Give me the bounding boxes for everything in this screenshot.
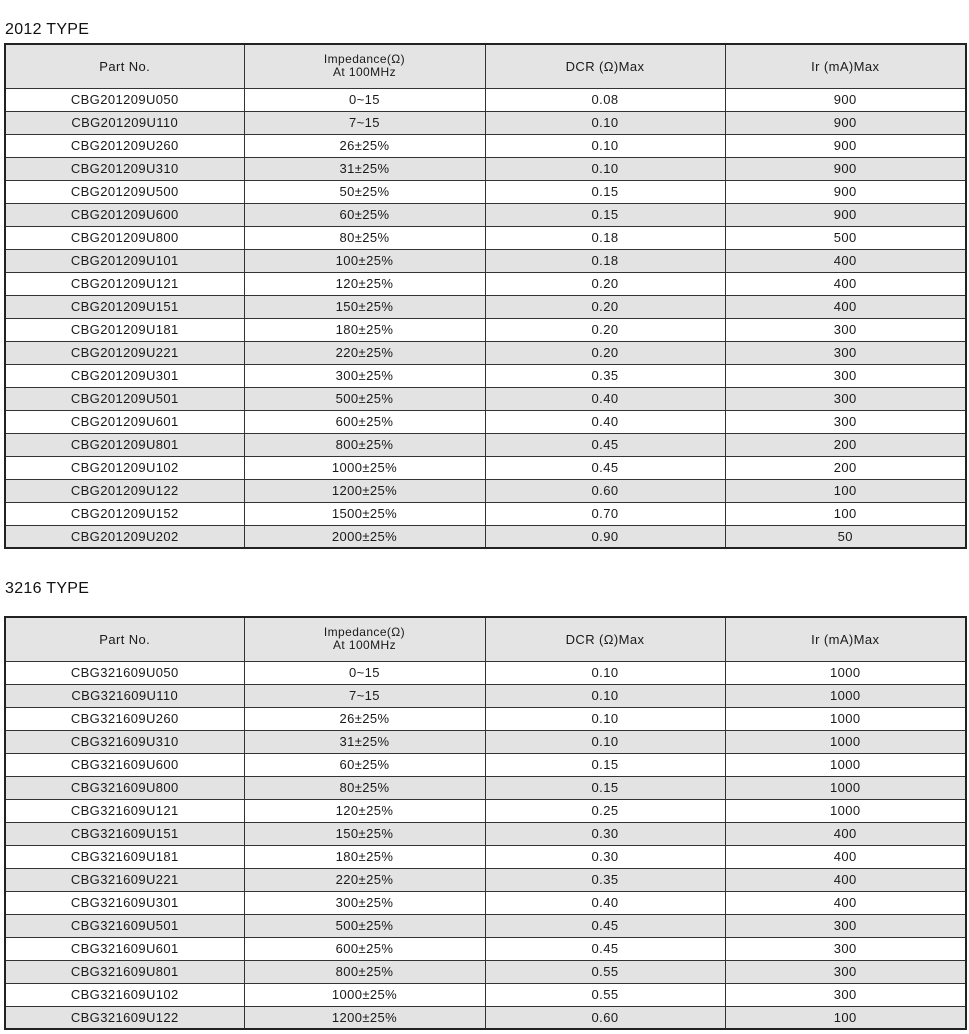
cell-impedance: 120±25% — [244, 272, 485, 295]
cell-part-no: CBG201209U500 — [5, 180, 244, 203]
cell-ir: 200 — [725, 433, 966, 456]
table-row — [5, 180, 966, 203]
cell-dcr: 0.60 — [485, 1006, 725, 1029]
cell-part-no: CBG201209U102 — [5, 456, 244, 479]
cell-part-no: CBG201209U600 — [5, 203, 244, 226]
cell-ir: 300 — [725, 914, 966, 937]
cell-dcr: 0.60 — [485, 479, 725, 502]
cell-ir: 300 — [725, 341, 966, 364]
cell-ir: 300 — [725, 318, 966, 341]
cell-part-no: CBG201209U181 — [5, 318, 244, 341]
cell-impedance: 7~15 — [244, 684, 485, 707]
cell-impedance: 2000±25% — [244, 525, 485, 548]
cell-dcr: 0.20 — [485, 272, 725, 295]
cell-ir: 300 — [725, 364, 966, 387]
table-row — [5, 272, 966, 295]
table-row — [5, 707, 966, 730]
cell-impedance: 50±25% — [244, 180, 485, 203]
cell-impedance: 180±25% — [244, 318, 485, 341]
table-row — [5, 134, 966, 157]
table-row — [5, 684, 966, 707]
cell-dcr: 0.20 — [485, 341, 725, 364]
cell-impedance: 120±25% — [244, 799, 485, 822]
column-header-part-no: Part No. — [5, 44, 244, 88]
cell-impedance: 0~15 — [244, 661, 485, 684]
cell-ir: 400 — [725, 891, 966, 914]
cell-part-no: CBG201209U101 — [5, 249, 244, 272]
cell-dcr: 0.55 — [485, 983, 725, 1006]
cell-dcr: 0.10 — [485, 134, 725, 157]
cell-impedance: 100±25% — [244, 249, 485, 272]
column-header-part-no: Part No. — [5, 617, 244, 661]
cell-ir: 50 — [725, 525, 966, 548]
section-title-2012: 2012 TYPE — [5, 21, 90, 38]
cell-part-no: CBG201209U122 — [5, 479, 244, 502]
table-header-row — [5, 44, 966, 88]
table-row — [5, 249, 966, 272]
cell-impedance: 60±25% — [244, 753, 485, 776]
cell-part-no: CBG321609U110 — [5, 684, 244, 707]
cell-impedance: 31±25% — [244, 730, 485, 753]
cell-part-no: CBG201209U260 — [5, 134, 244, 157]
cell-dcr: 0.20 — [485, 295, 725, 318]
cell-part-no: CBG201209U221 — [5, 341, 244, 364]
cell-part-no: CBG201209U601 — [5, 410, 244, 433]
cell-impedance: 60±25% — [244, 203, 485, 226]
cell-ir: 500 — [725, 226, 966, 249]
cell-part-no: CBG321609U181 — [5, 845, 244, 868]
cell-part-no: CBG321609U601 — [5, 937, 244, 960]
cell-ir: 900 — [725, 180, 966, 203]
cell-part-no: CBG201209U801 — [5, 433, 244, 456]
cell-part-no: CBG201209U110 — [5, 111, 244, 134]
cell-dcr: 0.35 — [485, 868, 725, 891]
cell-ir: 900 — [725, 88, 966, 111]
cell-dcr: 0.10 — [485, 684, 725, 707]
cell-ir: 100 — [725, 1006, 966, 1029]
cell-ir: 300 — [725, 960, 966, 983]
cell-ir: 100 — [725, 502, 966, 525]
table-row — [5, 776, 966, 799]
cell-dcr: 0.70 — [485, 502, 725, 525]
cell-impedance: 500±25% — [244, 914, 485, 937]
table-row — [5, 891, 966, 914]
cell-ir: 200 — [725, 456, 966, 479]
cell-ir: 400 — [725, 845, 966, 868]
column-header-dcr: DCR (Ω)Max — [485, 44, 725, 88]
cell-part-no: CBG321609U501 — [5, 914, 244, 937]
table-row — [5, 502, 966, 525]
cell-dcr: 0.10 — [485, 707, 725, 730]
cell-part-no: CBG201209U202 — [5, 525, 244, 548]
cell-dcr: 0.45 — [485, 937, 725, 960]
table-row — [5, 203, 966, 226]
cell-impedance: 1000±25% — [244, 983, 485, 1006]
cell-impedance: 1500±25% — [244, 502, 485, 525]
cell-part-no: CBG321609U151 — [5, 822, 244, 845]
cell-dcr: 0.90 — [485, 525, 725, 548]
cell-ir: 400 — [725, 868, 966, 891]
table-row — [5, 364, 966, 387]
cell-dcr: 0.08 — [485, 88, 725, 111]
table-row — [5, 88, 966, 111]
column-header-impedance-line2: At 100MHz — [333, 65, 396, 80]
cell-ir: 1000 — [725, 799, 966, 822]
cell-impedance: 0~15 — [244, 88, 485, 111]
cell-impedance: 1000±25% — [244, 456, 485, 479]
cell-part-no: CBG321609U801 — [5, 960, 244, 983]
cell-part-no: CBG201209U151 — [5, 295, 244, 318]
cell-part-no: CBG321609U260 — [5, 707, 244, 730]
column-header-impedance-line2: At 100MHz — [333, 638, 396, 653]
cell-dcr: 0.18 — [485, 226, 725, 249]
cell-dcr: 0.10 — [485, 157, 725, 180]
cell-impedance: 26±25% — [244, 707, 485, 730]
table-row — [5, 960, 966, 983]
cell-ir: 400 — [725, 272, 966, 295]
cell-part-no: CBG201209U152 — [5, 502, 244, 525]
cell-impedance: 180±25% — [244, 845, 485, 868]
cell-ir: 400 — [725, 295, 966, 318]
cell-part-no: CBG321609U310 — [5, 730, 244, 753]
cell-impedance: 1200±25% — [244, 479, 485, 502]
column-header-impedance-line1: Impedance(Ω) — [323, 625, 406, 640]
cell-ir: 900 — [725, 111, 966, 134]
cell-part-no: CBG201209U301 — [5, 364, 244, 387]
column-header-impedance — [244, 617, 485, 661]
column-header-ir: Ir (mA)Max — [725, 617, 966, 661]
cell-dcr: 0.30 — [485, 845, 725, 868]
table-row — [5, 456, 966, 479]
cell-impedance: 800±25% — [244, 433, 485, 456]
cell-dcr: 0.40 — [485, 891, 725, 914]
cell-impedance: 600±25% — [244, 410, 485, 433]
cell-ir: 1000 — [725, 684, 966, 707]
cell-ir: 900 — [725, 203, 966, 226]
table-body-2012 — [5, 88, 966, 548]
column-header-dcr: DCR (Ω)Max — [485, 617, 725, 661]
cell-dcr: 0.30 — [485, 822, 725, 845]
table-row — [5, 479, 966, 502]
cell-dcr: 0.35 — [485, 364, 725, 387]
cell-part-no: CBG321609U301 — [5, 891, 244, 914]
cell-impedance: 150±25% — [244, 295, 485, 318]
table-row — [5, 1006, 966, 1029]
cell-dcr: 0.10 — [485, 661, 725, 684]
cell-dcr: 0.40 — [485, 387, 725, 410]
cell-ir: 900 — [725, 157, 966, 180]
cell-dcr: 0.15 — [485, 776, 725, 799]
table-row — [5, 845, 966, 868]
table-row — [5, 914, 966, 937]
cell-dcr: 0.15 — [485, 203, 725, 226]
cell-impedance: 500±25% — [244, 387, 485, 410]
table-row — [5, 753, 966, 776]
cell-impedance: 1200±25% — [244, 1006, 485, 1029]
table-row — [5, 661, 966, 684]
cell-impedance: 31±25% — [244, 157, 485, 180]
cell-ir: 100 — [725, 479, 966, 502]
cell-impedance: 7~15 — [244, 111, 485, 134]
table-row — [5, 868, 966, 891]
cell-ir: 1000 — [725, 661, 966, 684]
cell-ir: 1000 — [725, 707, 966, 730]
cell-dcr: 0.45 — [485, 456, 725, 479]
table-row — [5, 341, 966, 364]
cell-part-no: CBG201209U121 — [5, 272, 244, 295]
table-row — [5, 822, 966, 845]
cell-ir: 300 — [725, 937, 966, 960]
table-header-row — [5, 617, 966, 661]
cell-ir: 1000 — [725, 753, 966, 776]
spec-table-3216 — [4, 616, 967, 1030]
cell-part-no: CBG321609U102 — [5, 983, 244, 1006]
cell-part-no: CBG321609U221 — [5, 868, 244, 891]
column-header-impedance-line1: Impedance(Ω) — [323, 52, 406, 67]
cell-dcr: 0.20 — [485, 318, 725, 341]
cell-part-no: CBG321609U121 — [5, 799, 244, 822]
table-row — [5, 318, 966, 341]
cell-dcr: 0.10 — [485, 111, 725, 134]
cell-dcr: 0.45 — [485, 914, 725, 937]
cell-dcr: 0.25 — [485, 799, 725, 822]
cell-ir: 1000 — [725, 776, 966, 799]
cell-ir: 900 — [725, 134, 966, 157]
cell-impedance: 300±25% — [244, 364, 485, 387]
table-row — [5, 410, 966, 433]
cell-part-no: CBG321609U050 — [5, 661, 244, 684]
cell-impedance: 80±25% — [244, 776, 485, 799]
cell-impedance: 80±25% — [244, 226, 485, 249]
cell-part-no: CBG201209U501 — [5, 387, 244, 410]
cell-impedance: 600±25% — [244, 937, 485, 960]
cell-ir: 300 — [725, 410, 966, 433]
spec-table-2012 — [4, 43, 967, 549]
cell-part-no: CBG321609U600 — [5, 753, 244, 776]
table-row — [5, 226, 966, 249]
cell-dcr: 0.18 — [485, 249, 725, 272]
table-row — [5, 937, 966, 960]
cell-part-no: CBG321609U122 — [5, 1006, 244, 1029]
section-title-3216: 3216 TYPE — [5, 580, 90, 597]
cell-dcr: 0.15 — [485, 180, 725, 203]
table-row — [5, 433, 966, 456]
cell-impedance: 220±25% — [244, 341, 485, 364]
table-row — [5, 111, 966, 134]
column-header-ir: Ir (mA)Max — [725, 44, 966, 88]
table-row — [5, 157, 966, 180]
column-header-impedance — [244, 44, 485, 88]
table-row — [5, 525, 966, 548]
table-row — [5, 730, 966, 753]
cell-ir: 1000 — [725, 730, 966, 753]
cell-dcr: 0.40 — [485, 410, 725, 433]
cell-ir: 400 — [725, 249, 966, 272]
cell-dcr: 0.15 — [485, 753, 725, 776]
table-row — [5, 387, 966, 410]
cell-impedance: 150±25% — [244, 822, 485, 845]
table-row — [5, 295, 966, 318]
cell-dcr: 0.45 — [485, 433, 725, 456]
table-body-3216 — [5, 661, 966, 1029]
cell-part-no: CBG201209U800 — [5, 226, 244, 249]
cell-part-no: CBG201209U310 — [5, 157, 244, 180]
table-row — [5, 799, 966, 822]
cell-impedance: 26±25% — [244, 134, 485, 157]
cell-dcr: 0.10 — [485, 730, 725, 753]
cell-part-no: CBG321609U800 — [5, 776, 244, 799]
cell-impedance: 800±25% — [244, 960, 485, 983]
cell-impedance: 300±25% — [244, 891, 485, 914]
cell-dcr: 0.55 — [485, 960, 725, 983]
cell-impedance: 220±25% — [244, 868, 485, 891]
cell-ir: 400 — [725, 822, 966, 845]
table-row — [5, 983, 966, 1006]
cell-part-no: CBG201209U050 — [5, 88, 244, 111]
cell-ir: 300 — [725, 387, 966, 410]
cell-ir: 300 — [725, 983, 966, 1006]
